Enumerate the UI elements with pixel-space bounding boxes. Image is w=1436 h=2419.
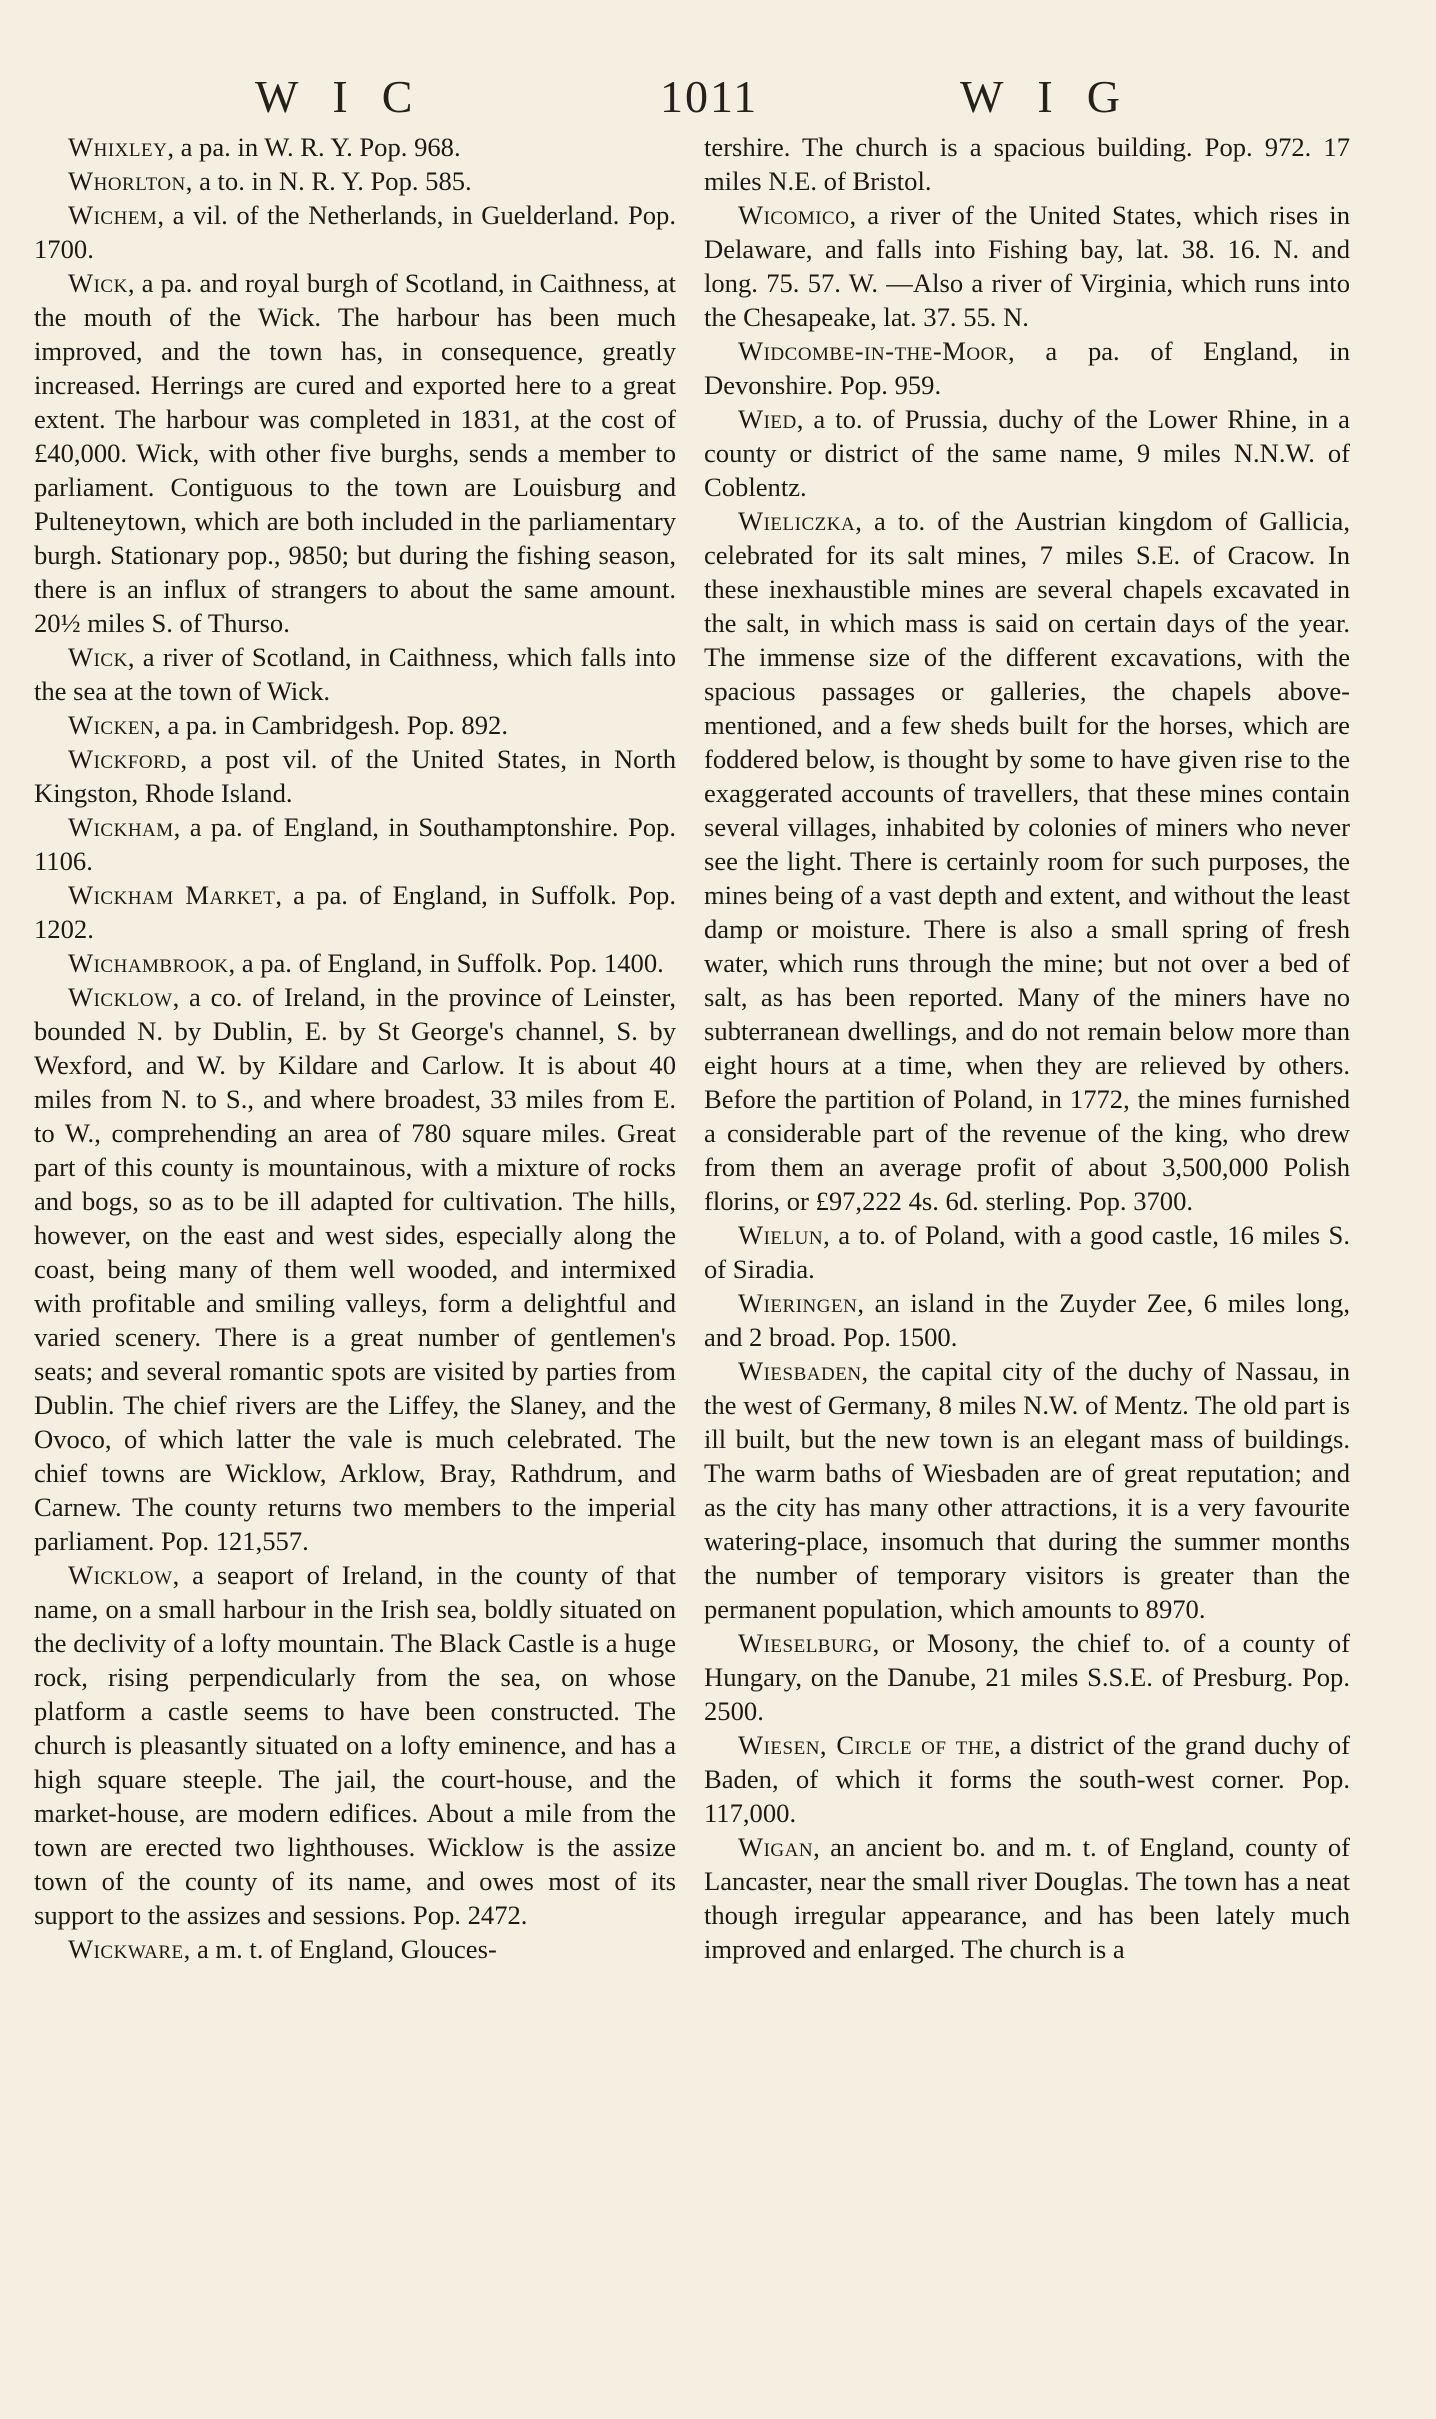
entry-text: , a to. of Poland, with a good castle, 16 miles S. of Siradia. (704, 1220, 1350, 1284)
entry-text: , a pa. in W. R. Y. Pop. 968. (167, 132, 461, 162)
entry (34, 640, 676, 708)
entry-text: , a river of the United States, which rises in Delaware, and falls into Fishing bay, lat. 38. 16. N. and long. 75. 57. W. —Also a river of Virginia, which runs into the Chesapeake, lat. 37. 55. N. (704, 200, 1350, 332)
entry (34, 810, 676, 878)
entry-text: , an island in the Zuyder Zee, 6 miles long, and 2 broad. Pop. 1500. (704, 1288, 1350, 1352)
entry (34, 1932, 676, 1966)
entry-headword: Whorlton (68, 166, 186, 196)
entry (34, 708, 676, 742)
entry (704, 1830, 1350, 1966)
entry-text: , a pa. in Cambridgesh. Pop. 892. (154, 710, 508, 740)
entry-headword: Wieselburg (738, 1628, 873, 1658)
entry (34, 198, 676, 266)
entry-text: , the capital city of the duchy of Nassau, in the west of Germany, 8 miles N.W. of Mentz. The old part is ill built, but the new town is an elegant mass of buildings. The warm baths of Wiesbaden are of great reputation; and as the city has many other attractions, it is a very favourite watering-place, insomuch that during the summer months the number of temporary visitors is greater than the permanent population, which amounts to 8970. (704, 1356, 1350, 1624)
entry-text: , a vil. of the Netherlands, in Guelderland. Pop. 1700. (34, 200, 676, 264)
entry-text: , a pa. of England, in Suffolk. Pop. 1202. (34, 880, 676, 944)
entry-headword: Wickham Market (68, 880, 276, 910)
entry-headword: Wichem (68, 200, 158, 230)
entry (704, 1728, 1350, 1830)
entry (34, 130, 676, 164)
entry (704, 504, 1350, 1218)
running-header (0, 70, 1436, 130)
entry-headword: Wicken (68, 710, 155, 740)
entry-text: , an ancient bo. and m. t. of England, county of Lancaster, near the small river Douglas. The town has a neat though irregular appearance, and has been lately much improved and enlarged. The church is a (704, 1832, 1350, 1964)
entry-headword: Wied (738, 404, 797, 434)
entry-headword: Wigan (738, 1832, 814, 1862)
entry-headword: Wiesbaden (738, 1356, 862, 1386)
entry (704, 1354, 1350, 1626)
entry-text: , a river of Scotland, in Caithness, which falls into the sea at the town of Wick. (34, 642, 676, 706)
entry-text: , a to. of Prussia, duchy of the Lower Rhine, in a county or district of the same name, 9 miles N.N.W. of Coblentz. (704, 404, 1350, 502)
entry-continuation (704, 130, 1350, 198)
entry-headword: Wicklow (68, 982, 173, 1012)
entry-headword: Wicomico (738, 200, 850, 230)
entry-text: tershire. The church is a spacious building. Pop. 972. 17 miles N.E. of Bristol. (704, 132, 1350, 196)
entry-text: , a m. t. of England, Glouces- (183, 1934, 497, 1964)
entry-text: , a pa. of England, in Southamptonshire. Pop. 1106. (34, 812, 676, 876)
entry (704, 1626, 1350, 1728)
entry-text: , a to. in N. R. Y. Pop. 585. (185, 166, 472, 196)
entry (704, 402, 1350, 504)
entry (34, 878, 676, 946)
entry (34, 742, 676, 810)
entry-headword: Widcombe-in-the-Moor (738, 336, 1009, 366)
entry-headword: Wieringen (738, 1288, 858, 1318)
entry (704, 334, 1350, 402)
entry-text: , a pa. and royal burgh of Scotland, in Caithness, at the mouth of the Wick. The harbour has been much improved, and the town has, in consequence, greatly increased. Herrings are cured and exported here to a great extent. The harbour was completed in 1831, at the cost of £40,000. Wick, with other five burghs, sends a member to parliament. Contiguous to the town are Louisburg and Pulteneytown, which are both included in the parliamentary burgh. Stationary pop., 9850; but during the fishing season, there is an influx of strangers to about the same amount. 20½ miles S. of Thurso. (34, 268, 676, 638)
entry (704, 1218, 1350, 1286)
entry-text: , a district of the grand duchy of Baden, of which it forms the south-west corner. Pop. 117,000. (704, 1730, 1350, 1828)
entry (34, 946, 676, 980)
entry-headword: Whixley (68, 132, 168, 162)
entry-headword: Wickware (68, 1934, 184, 1964)
entry-text: , a pa. of England, in Devonshire. Pop. 959. (704, 336, 1350, 400)
left-column (34, 130, 676, 1966)
entry-text: , a pa. of England, in Suffolk. Pop. 1400. (228, 948, 664, 978)
right-column (704, 130, 1350, 1966)
entry (34, 164, 676, 198)
entry-headword: Wielun (738, 1220, 824, 1250)
entry-headword: Wichambrook (68, 948, 229, 978)
page-number: 1011 (660, 71, 759, 122)
entry-headword: Wicklow (68, 1560, 173, 1590)
entry-text: , a seaport of Ireland, in the county of that name, on a small harbour in the Irish sea, boldly situated on the declivity of a lofty mountain. The Black Castle is a huge rock, rising perpendicularly from the sea, on whose platform a castle seems to have been constructed. The church is pleasantly situated on a lofty eminence, and has a high square steeple. The jail, the court-house, and the market-house, are modern edifices. About a mile from the town are erected two lighthouses. Wicklow is the assize town of the county of its name, and owes most of its support to the assizes and sessions. Pop. 2472. (34, 1560, 676, 1930)
entry (704, 1286, 1350, 1354)
entry-text: , a co. of Ireland, in the province of Leinster, bounded N. by Dublin, E. by St George's channel, S. by Wexford, and W. by Kildare and Carlow. It is about 40 miles from N. to S., and where broadest, 33 miles from E. to W., comprehending an area of 780 square miles. Great part of this county is mountainous, with a mixture of rocks and bogs, so as to be ill adapted for cultivation. The hills, however, on the east and west sides, especially along the coast, being many of them well wooded, and intermixed with profitable and smiling valleys, form a delightful and varied scenery. There is a great number of gentlemen's seats; and several romantic spots are visited by parties from Dublin. The chief rivers are the Liffey, the Slaney, and the Ovoco, of which latter the vale is much celebrated. The chief towns are Wicklow, Arklow, Bray, Rathdrum, and Carnew. The county returns two members to the imperial parliament. Pop. 121,557. (34, 982, 676, 1556)
entry-text: , or Mosony, the chief to. of a county of Hungary, on the Danube, 21 miles S.S.E. of Presburg. Pop. 2500. (704, 1628, 1350, 1726)
entry-headword: Wieliczka (738, 506, 856, 536)
entry-text: , a post vil. of the United States, in North Kingston, Rhode Island. (34, 744, 676, 808)
entry (34, 266, 676, 640)
entry-headword: Wickham (68, 812, 174, 842)
entry (704, 198, 1350, 334)
entry (34, 980, 676, 1558)
header-left-guide-word: WIC (255, 71, 447, 122)
entry-text: , a to. of the Austrian kingdom of Gallicia, celebrated for its salt mines, 7 miles S.E. of Cracow. In these inexhaustible mines are several chapels excavated in the salt, in which mass is said on certain days of the year. The immense size of the different excavations, with the spacious passages or galleries, the chapels above-mentioned, and a few sheds built for the horses, which are foddered below, is thought by some to have given rise to the exaggerated accounts of travellers, that these mines contain several villages, inhabited by colonies of miners who never see the light. There is certainly room for such purposes, the mines being of a vast depth and extent, and without the least damp or moisture. There is also a small spring of fresh water, which runs through the mine; but not over a bed of salt, as has been reported. Many of the miners have no subterranean dwellings, and do not remain below more than eight hours at a time, when they are relieved by others. Before the partition of Poland, in 1772, the mines furnished a considerable part of the revenue of the king, who drew from them an average profit of about 3,500,000 Polish florins, or £97,222 4s. 6d. sterling. Pop. 3700. (704, 506, 1350, 1216)
entry-headword: Wickford (68, 744, 181, 774)
entry-headword: Wick (68, 642, 128, 672)
entry-headword: Wiesen, Circle of the (738, 1730, 995, 1760)
header-right-guide-word: WIG (960, 71, 1154, 122)
entry (34, 1558, 676, 1932)
entry-headword: Wick (68, 268, 128, 298)
